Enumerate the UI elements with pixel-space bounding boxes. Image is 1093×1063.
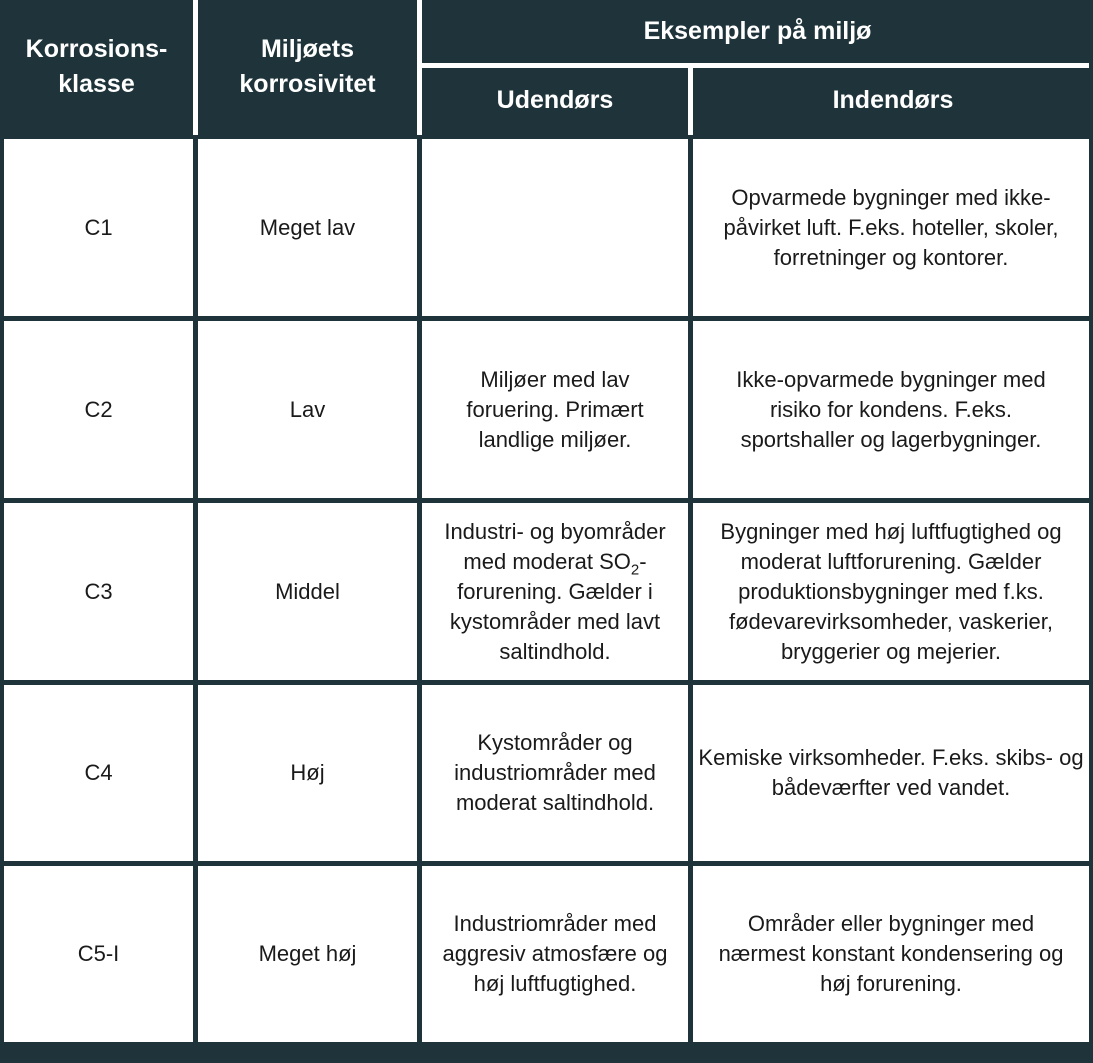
table-row-c3-outdoor [422, 503, 688, 680]
table-row-c2-class [4, 321, 193, 498]
table-row-c3-indoor [693, 503, 1089, 680]
class-value: C5-I [77, 941, 120, 966]
table-row-c4-outdoor [422, 685, 688, 861]
corrosivity-value: Høj [290, 760, 325, 785]
indoor-value: Kemiske virksomheder. F.eks. skibs- og bådeværfter ved vandet. [698, 745, 1084, 800]
class-value: C1 [84, 214, 113, 240]
indoor-value: Opvarmede bygninger med ikke-påvirket luft. F.eks. hoteller, skoler, forretninger og kontorer. [723, 184, 1059, 270]
indoor-value: Ikke-opvarmede bygninger med risiko for kondens. F.eks. sportshaller og lagerbygninger. [736, 366, 1046, 452]
outdoor-text-sub: 2 [630, 560, 640, 578]
table-row-c5i-class [4, 866, 193, 1042]
table-row-c2-outdoor [422, 321, 688, 498]
table-row-c3-class [4, 503, 193, 680]
header-outdoor-label: Udendørs [496, 86, 614, 114]
indoor-value: Områder eller bygninger med nærmest konstant kondensering og høj forurening. [718, 911, 1064, 996]
class-value: C2 [84, 396, 113, 422]
header-divider [688, 63, 693, 135]
table-row-c5i-outdoor [422, 866, 688, 1042]
header-corrosivity-label: Miljøets korrosivitet [239, 34, 376, 98]
footer-cell-3 [422, 1047, 688, 1063]
table-row-c2-indoor [693, 321, 1089, 498]
header-corrosivity [198, 0, 417, 133]
table-row-c5i-corrosivity [198, 866, 417, 1042]
footer-cell-2 [198, 1047, 417, 1063]
table-row-c3-corrosivity [198, 503, 417, 680]
table-row-c4-indoor [693, 685, 1089, 861]
outdoor-value: Kystområder og industriområder med moderat saltindhold. [454, 730, 656, 815]
header-class-label: Korrosions- klasse [25, 34, 168, 98]
header-examples [422, 0, 1093, 63]
table-row-c1-indoor [693, 139, 1089, 316]
header-examples-label: Eksempler på miljø [643, 17, 872, 45]
table-row-c2-corrosivity [198, 321, 417, 498]
corrosivity-value: Lav [289, 396, 326, 422]
outdoor-text-post: -forurening. Gælder i kystområder med lavt saltindhold. [449, 548, 661, 664]
header-indoor-label: Indendørs [832, 86, 954, 114]
table-row-c1-corrosivity [198, 139, 417, 316]
class-value: C3 [84, 578, 113, 604]
outdoor-value: Miljøer med lav foruering. Primært landlige miljøer. [466, 366, 644, 452]
class-value: C4 [84, 760, 113, 785]
header-outdoor [422, 68, 688, 133]
footer-cell-1 [0, 1047, 193, 1063]
header-class [0, 0, 193, 133]
table-row-c1-class [4, 139, 193, 316]
footer-cell-4 [693, 1047, 1093, 1063]
header-divider [193, 0, 198, 135]
outdoor-text-pre: Industri- og byområder med moderat SO [444, 518, 666, 574]
indoor-value: Bygninger med høj luftfugtighed og moderat luftforurening. Gælder produktionsbygninger med f.ks. fødevarevirksomheder, vaskerier, bryggerier og mejerier. [720, 518, 1062, 664]
table-row-c4-corrosivity [198, 685, 417, 861]
table-row-c4-class [4, 685, 193, 861]
header-indoor [693, 68, 1093, 133]
table-row-c1-outdoor [422, 139, 688, 316]
corrosivity-value: Meget høj [258, 941, 357, 966]
outdoor-value: Industriområder med aggresiv atmosfære og høj luftfugtighed. [442, 911, 668, 996]
table-row-c5i-indoor [693, 866, 1089, 1042]
corrosivity-value: Middel [275, 578, 340, 604]
header-divider [422, 63, 1089, 68]
corrosivity-value: Meget lav [259, 214, 356, 240]
outdoor-value [428, 517, 683, 667]
